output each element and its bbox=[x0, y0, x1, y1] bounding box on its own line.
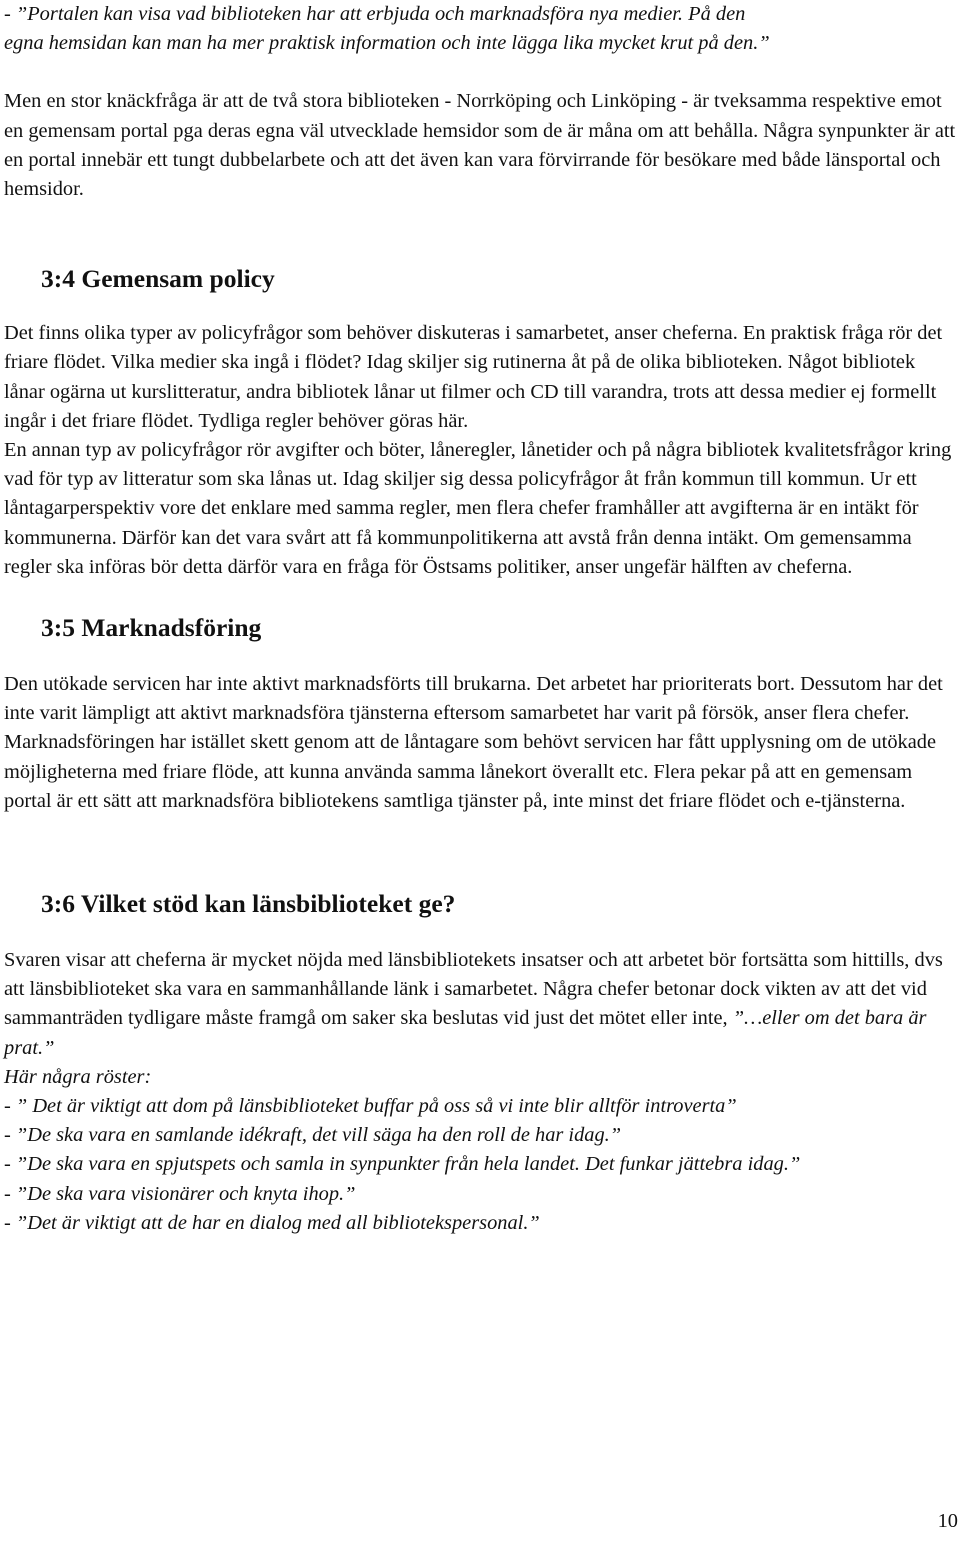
intro-paragraph: Men en stor knäckfråga är att de två stora biblioteken - Norrköping och Linköping - är tveksamma respektive emot en gemensam portal pga deras egna väl utvecklade hemsidor som de är måna om att behålla. Några synpunkter är att en portal innebär ett tungt dubbelarbete och att det även kan vara förvirrande för besökare med både länsportal och hemsidor. bbox=[4, 90, 956, 201]
intro-quote-line-2: egna hemsidan kan man ha mer praktisk information och inte lägga lika mycket krut på den.” bbox=[4, 32, 770, 55]
voices-intro: Här några röster: bbox=[4, 1065, 152, 1088]
section-3-6-paragraph-text: Svaren visar att cheferna är mycket nöjda med länsbibliotekets insatser och att arbetet bör fortsätta som hittills, dvs att länsbiblioteket ska vara en sammanhållande länk i samarbetet. Några chefer betonar dock vikten av att det vid sammanträden tydligare måste framgå om saker ska beslutas vid just det mötet eller inte, bbox=[4, 949, 943, 1030]
voice-quote-3: - ”De ska vara en spjutspets och samla in synpunkter från hela landet. Det funkar jättebra idag.” bbox=[4, 1153, 801, 1176]
section-3-6-heading: 3:6 Vilket stöd kan länsbiblioteket ge? bbox=[41, 889, 456, 919]
voice-quote-1: - ” Det är viktigt att dom på länsbiblioteket buffar på oss så vi inte blir alltför introverta” bbox=[4, 1095, 737, 1118]
voice-quote-2: - ”De ska vara en samlande idékraft, det vill säga ha den roll de har idag.” bbox=[4, 1124, 622, 1147]
section-3-4-paragraph-2: En annan typ av policyfrågor rör avgifter och böter, låneregler, lånetider och på några bibliotek kvalitetsfrågor kring vad för typ av litteratur som ska lånas ut. Idag skiljer sig dessa policyfrågor åt från kommun till kommun. Ur ett låntagarperspektiv vore det enklare med samma regler, men flera chefer framhåller att avgifterna är en intäkt för kommunerna. Därför kan det vara svårt att få kommunpolitikerna att avstå från denna intäkt. Om gemensamma regler ska införas bör detta därför vara en fråga för Östsams politiker, anser ungefär hälften av cheferna. bbox=[4, 439, 952, 578]
voice-quote-4: - ”De ska vara visionärer och knyta ihop.” bbox=[4, 1182, 356, 1205]
section-3-5-paragraph: Den utökade servicen har inte aktivt marknadsförts till brukarna. Det arbetet har prioriterats bort. Dessutom har det inte varit lämpligt att aktivt marknadsföra tjänsterna eftersom samarbetet har varit på försök, anser flera chefer. Marknadsföringen har istället skett genom att de låntagare som behövt servicen har fått upplysning om de utökade möjligheterna med friare flöde, att kunna använda samma lånekort överallt etc. Flera pekar på att en gemensam portal är ett sätt att marknadsföra bibliotekens samtliga tjänster på, inte minst det friare flödet och e-tjänsterna. bbox=[4, 673, 943, 812]
section-3-5-heading: 3:5 Marknadsföring bbox=[41, 613, 262, 643]
intro-quote-line-1: - ”Portalen kan visa vad biblioteken har att erbjuda och marknadsföra nya medier. På den bbox=[4, 3, 746, 25]
section-3-6-paragraph-quote: ”…eller om det bara är prat.” bbox=[4, 1007, 927, 1059]
voice-quote-5: - ”Det är viktigt att de har en dialog med all bibliotekspersonal.” bbox=[4, 1211, 540, 1234]
section-3-4-heading: 3:4 Gemensam policy bbox=[41, 264, 275, 294]
document-page bbox=[4, 0, 956, 1238]
section-3-6-paragraph bbox=[4, 946, 956, 1063]
section-3-4-paragraph-1: Det finns olika typer av policyfrågor som behöver diskuteras i samarbetet, anser cheferna. En praktisk fråga rör det friare flödet. Vilka medier ska ingå i flödet? Idag skiljer sig rutinerna åt på de olika biblioteken. Något bibliotek lånar ogärna ut kurslitteratur, andra bibliotek lånar ut filmer och CD till varandra, trots att dessa medier ej formellt ingår i det friare flödet. Tydliga regler behöver göras här. bbox=[4, 322, 943, 432]
page-number: 10 bbox=[937, 1510, 958, 1532]
